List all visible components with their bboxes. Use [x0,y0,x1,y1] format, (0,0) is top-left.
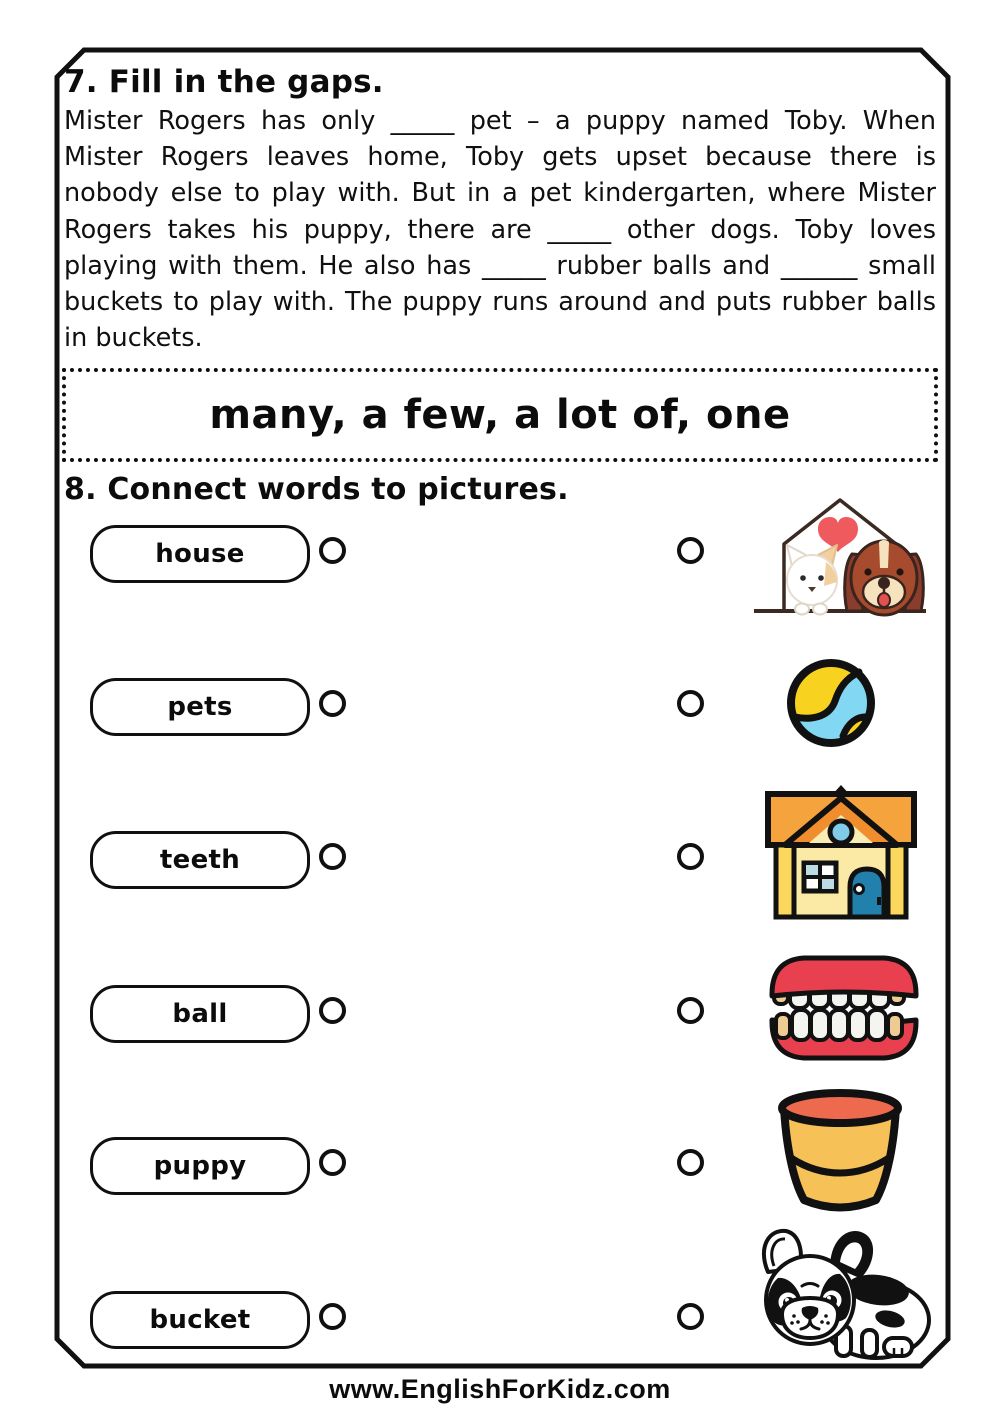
connector-right-puppy-picture[interactable] [677,1303,704,1330]
connector-left-teeth[interactable] [319,843,346,870]
connector-left-pets[interactable] [319,690,346,717]
word-label: bucket [149,1305,251,1335]
connector-left-ball[interactable] [319,997,346,1024]
word-pill-teeth[interactable] [90,831,310,889]
word-bank-box [62,368,938,462]
bucket-picture [770,1082,910,1214]
tennis-ball-picture [783,655,879,751]
word-label: puppy [153,1151,247,1181]
word-bank-words: many, a few, a lot of, one [209,392,791,438]
word-label: pets [167,692,233,722]
connector-right-ball-picture[interactable] [677,690,704,717]
exercise7-title: 7. Fill in the gaps. [64,64,384,100]
connector-left-puppy[interactable] [319,1149,346,1176]
connector-right-teeth-picture[interactable] [677,997,704,1024]
footer-url: www.EnglishForKidz.com [329,1374,671,1404]
word-pill-bucket[interactable] [90,1291,310,1349]
word-pill-puppy[interactable] [90,1137,310,1195]
word-pill-ball[interactable] [90,985,310,1043]
connector-right-pets-picture[interactable] [677,537,704,564]
house-picture [762,785,920,923]
word-label: teeth [159,845,241,875]
fill-gaps-paragraph: Mister Rogers has only _____ pet – a puppy named Toby. When Mister Rogers leaves home, Toby gets upset because there is nobody else to play with. But in a pet kindergarten, where Mister Rogers takes his puppy, there are _____ other dogs. Toby loves playing with them. He also has _____ rubber balls and ______ small buckets to play with. The puppy runs around and puts rubber balls in buckets. [64,106,936,354]
pets-in-doghouse-picture [748,492,932,618]
exercise8-title: 8. Connect words to pictures. [64,472,569,507]
word-pill-house[interactable] [90,525,310,583]
word-label: house [155,539,245,569]
french-bulldog-puppy-picture [748,1226,934,1362]
connector-right-house-picture[interactable] [677,843,704,870]
connector-right-bucket-picture[interactable] [677,1149,704,1176]
dentures-teeth-picture [764,952,924,1064]
connector-left-bucket[interactable] [319,1303,346,1330]
connector-left-house[interactable] [319,537,346,564]
word-pill-pets[interactable] [90,678,310,736]
word-label: ball [172,999,228,1029]
